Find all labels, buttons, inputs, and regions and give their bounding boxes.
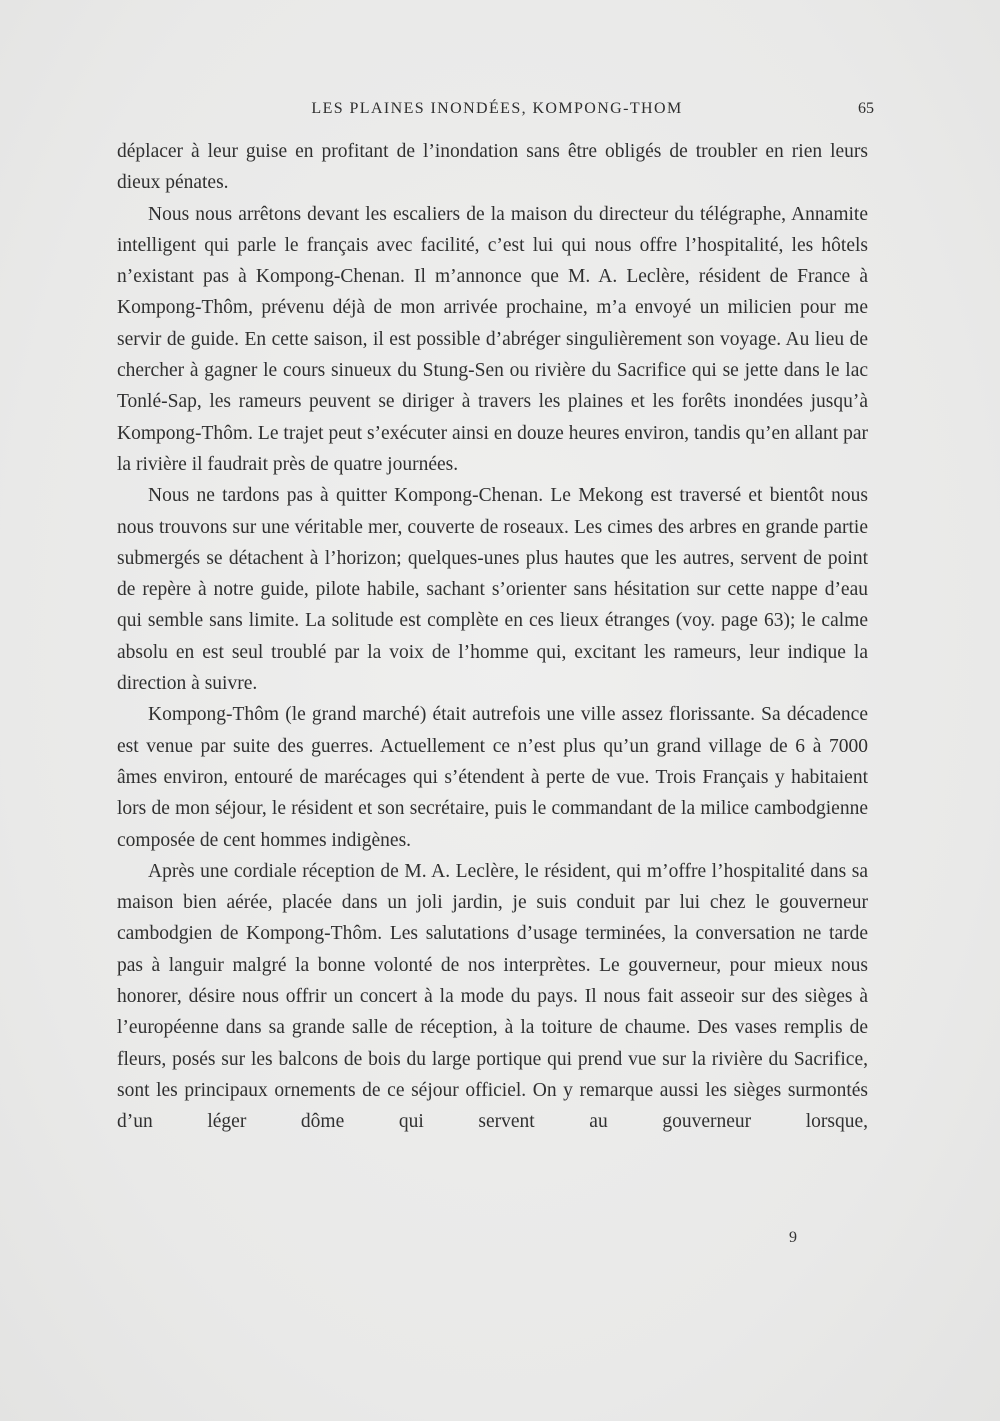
body-text [117, 136, 868, 1138]
paragraph-kompong-thom: Kompong-Thôm (le grand marché) était autrefois une ville assez florissante. Sa décadence est venue par suite des guerres. Actuellement ce n’est plus qu’un grand village de 6 à 7000 âmes environ, entouré de marécages qui s’étendent à perte de vue. Trois Français y habitaient lors de mon séjour, le résident et son secrétaire, puis le commandant de la milice cambodgienne composée de cent hommes indigènes. [117, 704, 868, 851]
paragraph-crossing-mekong: Nous ne tardons pas à quitter Kompong-Chenan. Le Mekong est traversé et bientôt nous nous trouvons sur une véritable mer, couverte de roseaux. Les cimes des arbres en grande partie submergés se détachent à l’horizon; quelques-unes plus hautes que les autres, servent de point de repère à notre guide, pilote habile, sachant s’orienter sans hésitation sur cette nappe d’eau qui semble sans limite. La solitude est complète en ces lieux étranges (voy. page 63); le calme absolu en est seul troublé par la voix de l’homme qui, excitant les rameurs, leur indique la direction à suivre. [117, 485, 868, 695]
running-title: LES PLAINES INONDÉES, KOMPONG-THOM [311, 100, 683, 117]
page-number: 65 [858, 100, 874, 117]
paragraph-governor-reception: Après une cordiale réception de M. A. Leclère, le résident, qui m’offre l’hospitalité dans sa maison bien aérée, placée dans un joli jardin, je suis conduit par lui chez le gouverneur cambodgien de Kompong-Thôm. Les salutations d’usage terminées, la conversation ne tarde pas à languir malgré la bonne volonté de nos interprètes. Le gouverneur, pour mieux nous honorer, désire nous offrir un concert à la mode du pays. Il nous fait asseoir sur des sièges à l’européenne dans sa grande salle de réception, à la toiture de chaume. Des vases remplis de fleurs, posés sur les balcons de bois du large portique qui prend vue sur la rivière du Sacrifice, sont les principaux ornements de ce séjour officiel. On y remarque aussi les sièges surmontés d’un léger dôme qui servent au gouverneur lorsque, [117, 860, 868, 1133]
paragraph-telegraph-director: Nous nous arrêtons devant les escaliers de la maison du directeur du télégraphe, Annamite intelligent qui parle le français avec facilité, c’est lui qui nous offre l’hospitalité, les hôtels n’existant pas à Kompong-Chenan. Il m’annonce que M. A. Leclère, résident de France à Kompong-Thôm, prévenu déjà de mon arrivée prochaine, m’a envoyé un milicien pour me servir de guide. En cette saison, il est possible d’abréger singulièrement son voyage. Au lieu de chercher à gagner le cours sinueux du Stung-Sen ou rivière du Sacrifice qui se jette dans le lac Tonlé-Sap, les rameurs peuvent se diriger à travers les plaines et les forêts inondées jusqu’à Kompong-Thôm. Le trajet peut s’exécuter ainsi en douze heures environ, tandis qu’en allant par la rivière il faudrait près de quatre journées. [117, 203, 868, 475]
running-head [118, 96, 874, 122]
signature-mark: 9 [789, 1229, 797, 1246]
paragraph-continuation: déplacer à leur guise en profitant de l’inondation sans être obligés de troubler en rien leurs dieux pénates. [117, 141, 868, 194]
